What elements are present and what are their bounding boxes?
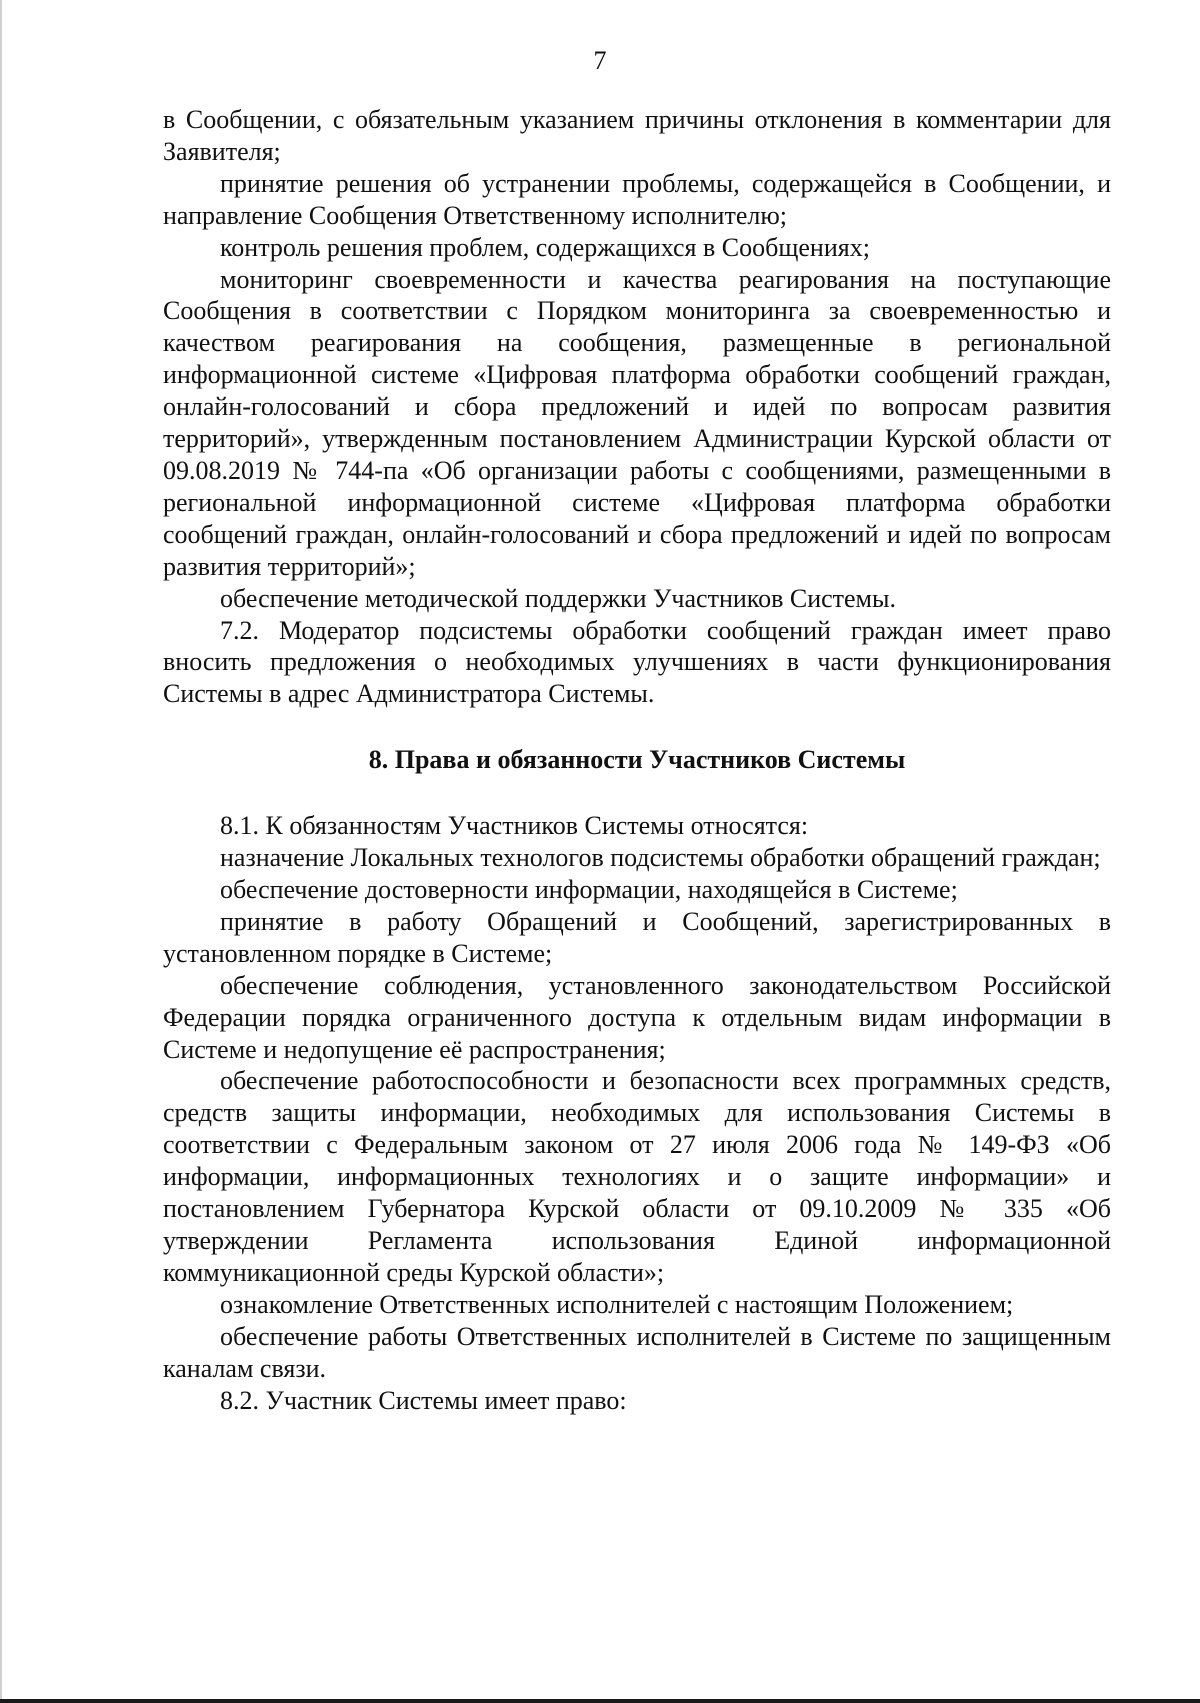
paragraph-group-top bbox=[163, 104, 1111, 710]
section-heading: 8. Права и обязанности Участников Системы bbox=[368, 745, 906, 775]
document-body bbox=[163, 104, 1111, 1416]
paragraph: 8.1. К обязанностям Участников Системы относятся: bbox=[220, 811, 809, 841]
paragraph: принятие в работу Обращений и Сообщений, зарегистрированных в установленном порядке в Системе; bbox=[163, 906, 1111, 968]
paragraph: 7.2. Модератор подсистемы обработки сообщений граждан имеет право вносить предложения о необходимых улучшениях в части функционирования Системы в адрес Администратора Системы. bbox=[163, 615, 1111, 709]
paragraph: контроль решения проблем, содержащихся в Сообщениях; bbox=[220, 232, 870, 262]
paragraph: обеспечение методической поддержки Участников Системы. bbox=[220, 583, 896, 613]
paragraph: мониторинг своевременности и качества реагирования на поступающие Сообщения в соответствии с Порядком мониторинга за своевременностью и качеством реагирования на сообщения, размещенные в региональной информационной системе «Цифровая платформа обработки сообщений граждан, онлайн-голосований и сбора предложений и идей по вопросам развития территорий», утвержденным постановлением Администрации Курской области от 09.08.2019 № 744-па «Об организации работы с сообщениями, размещенными в региональной информационной системе «Цифровая платформа обработки сообщений граждан, онлайн-голосований и сбора предложений и идей по вопросам развития территорий»; bbox=[163, 264, 1111, 581]
paragraph: обеспечение работоспособности и безопасности всех программных средств, средств защиты информации, необходимых для использования Системы в соответствии с Федеральным законом от 27 июля 2006 года № 149-ФЗ «Об информации, информационных технологиях и о защите информации» и постановлением Губернатора Курской области от 09.10.2009 № 335 «Об утверждении Регламента использования Единой информационной коммуникационной среды Курской области»; bbox=[163, 1066, 1111, 1287]
paragraph: в Сообщении, с обязательным указанием причины отклонения в комментарии для Заявителя; bbox=[163, 105, 1111, 166]
paragraph: обеспечение соблюдения, установленного законодательством Российской Федерации порядка ограниченного доступа к отдельным видам информации в Системе и недопущение её распространения; bbox=[163, 970, 1111, 1064]
paragraph: принятие решения об устранении проблемы, содержащейся в Сообщении, и направление Сообщения Ответственному исполнителю; bbox=[163, 168, 1111, 230]
scan-edge-left bbox=[0, 0, 2, 1703]
page-number: 7 bbox=[593, 46, 607, 75]
paragraph: назначение Локальных технологов подсистемы обработки обращений граждан; bbox=[220, 843, 1101, 873]
paragraph: ознакомление Ответственных исполнителей с настоящим Положением; bbox=[220, 1289, 1014, 1319]
paragraph-group-bottom bbox=[163, 810, 1111, 1416]
paragraph: обеспечение работы Ответственных исполнителей в Системе по защищенным каналам связи. bbox=[163, 1321, 1111, 1383]
scan-edge-bottom bbox=[0, 1699, 1200, 1703]
paragraph: 8.2. Участник Системы имеет право: bbox=[220, 1385, 627, 1415]
paragraph: обеспечение достоверности информации, находящейся в Системе; bbox=[220, 875, 958, 905]
